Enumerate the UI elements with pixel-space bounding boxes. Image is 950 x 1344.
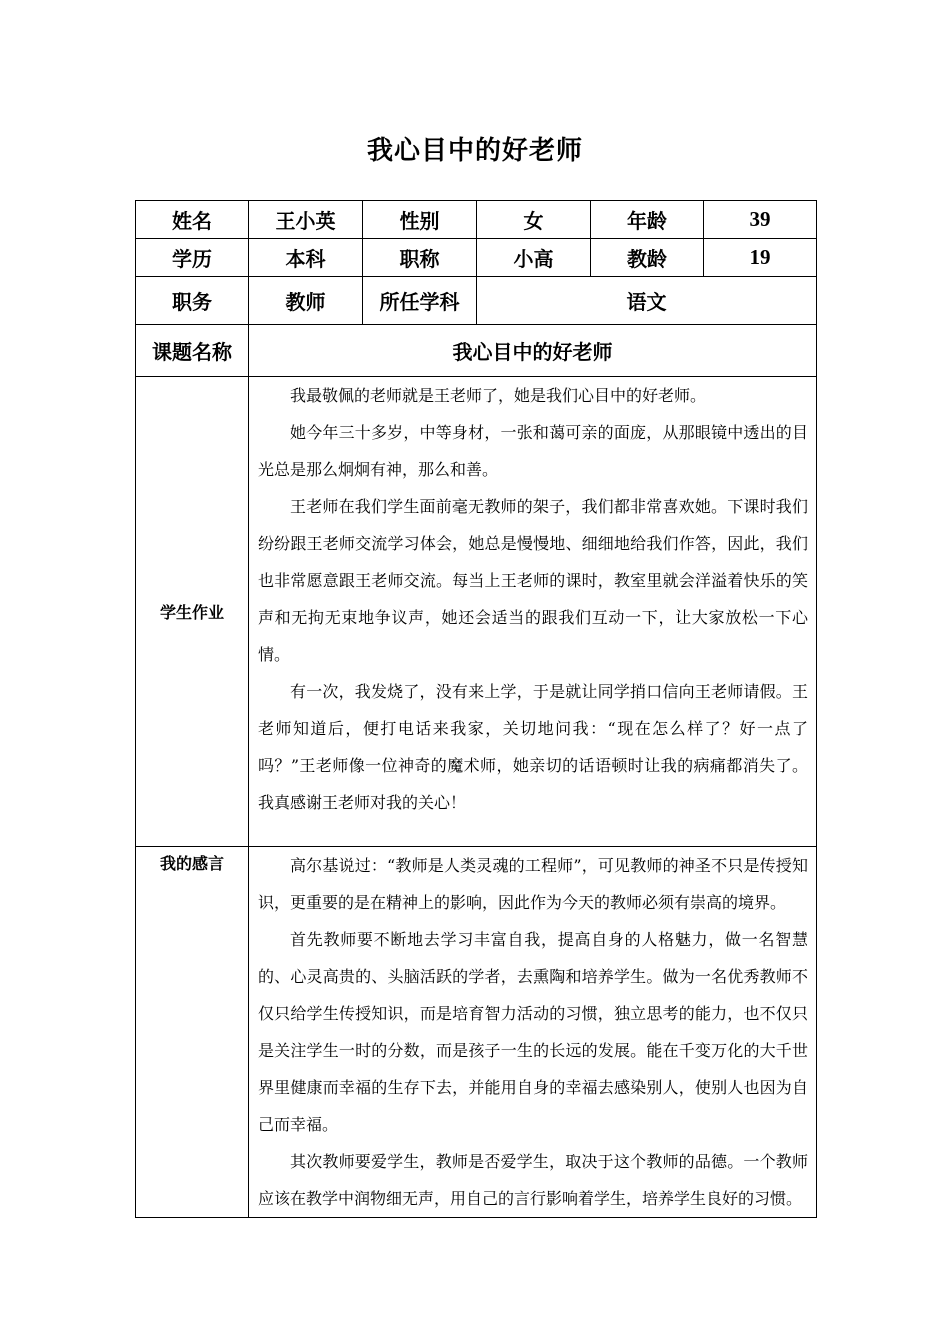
homework-content bbox=[249, 377, 817, 847]
reflection-paragraph: 首先教师要不断地去学习丰富自我，提高自身的人格魅力，做一名智慧的、心灵高贵的、头脑活跃的学者，去熏陶和培养学生。做为一名优秀教师不仅只给学生传授知识，而是培育智力活动的习惯，独立思考的能力，也不仅只是关注学生一时的分数，而是孩子一生的长远的发展。能在千变万化的大千世界里健康而幸福的生存下去，并能用自身的幸福去感染别人，使别人也因为自己而幸福。 bbox=[258, 930, 808, 1134]
reflection-paragraph: 其次教师要爱学生，教师是否爱学生，取决于这个教师的品德。一个教师应该在教学中润物细无声，用自己的言行影响着学生，培养学生良好的习惯。 bbox=[258, 1152, 808, 1208]
table-row bbox=[136, 277, 817, 325]
homework-paragraph: 王老师在我们学生面前毫无教师的架子，我们都非常喜欢她。下课时我们纷纷跟王老师交流学习体会，她总是慢慢地、细细地给我们作答，因此，我们也非常愿意跟王老师交流。每当上王老师的课时，教室里就会洋溢着快乐的笑声和无拘无束地争议声，她还会适当的跟我们互动一下，让大家放松一下心情。 bbox=[258, 497, 808, 664]
homework-paragraph: 她今年三十多岁，中等身材，一张和蔼可亲的面庞，从那眼镜中透出的目光总是那么炯炯有神，那么和善。 bbox=[258, 423, 808, 479]
table-row bbox=[136, 847, 817, 1218]
table-row bbox=[136, 239, 817, 277]
years-label: 教龄 bbox=[591, 239, 704, 277]
rank-value: 小高 bbox=[477, 239, 591, 277]
gender-value: 女 bbox=[477, 201, 591, 239]
years-value: 19 bbox=[704, 239, 817, 277]
age-label: 年龄 bbox=[591, 201, 704, 239]
subject-label: 所任学科 bbox=[363, 277, 477, 325]
name-label: 姓名 bbox=[136, 201, 249, 239]
age-value: 39 bbox=[704, 201, 817, 239]
position-value: 教师 bbox=[249, 277, 363, 325]
reflection-paragraph: 高尔基说过：“教师是人类灵魂的工程师”，可见教师的神圣不只是传授知识，更重要的是在精神上的影响，因此作为今天的教师必须有崇高的境界。 bbox=[258, 856, 808, 912]
gender-label: 性别 bbox=[363, 201, 477, 239]
homework-paragraph: 有一次，我发烧了，没有来上学，于是就让同学捎口信向王老师请假。王老师知道后，便打电话来我家，关切地问我：“现在怎么样了？好一点了吗？”王老师像一位神奇的魔术师，她亲切的话语顿时让我的病痛都消失了。我真感谢王老师对我的关心！ bbox=[258, 682, 808, 812]
reflection-label: 我的感言 bbox=[136, 847, 249, 1218]
position-label: 职务 bbox=[136, 277, 249, 325]
table-row bbox=[136, 377, 817, 847]
table-row bbox=[136, 325, 817, 377]
education-value: 本科 bbox=[249, 239, 363, 277]
homework-paragraph: 我最敬佩的老师就是王老师了，她是我们心目中的好老师。 bbox=[290, 386, 707, 405]
homework-label: 学生作业 bbox=[136, 377, 249, 847]
education-label: 学历 bbox=[136, 239, 249, 277]
name-value: 王小英 bbox=[249, 201, 363, 239]
topic-value: 我心目中的好老师 bbox=[249, 325, 817, 377]
topic-label: 课题名称 bbox=[136, 325, 249, 377]
table-row bbox=[136, 201, 817, 239]
teacher-info-table bbox=[135, 200, 817, 1218]
reflection-content bbox=[249, 847, 817, 1218]
rank-label: 职称 bbox=[363, 239, 477, 277]
subject-value: 语文 bbox=[477, 277, 817, 325]
page-title: 我心目中的好老师 bbox=[366, 136, 583, 166]
